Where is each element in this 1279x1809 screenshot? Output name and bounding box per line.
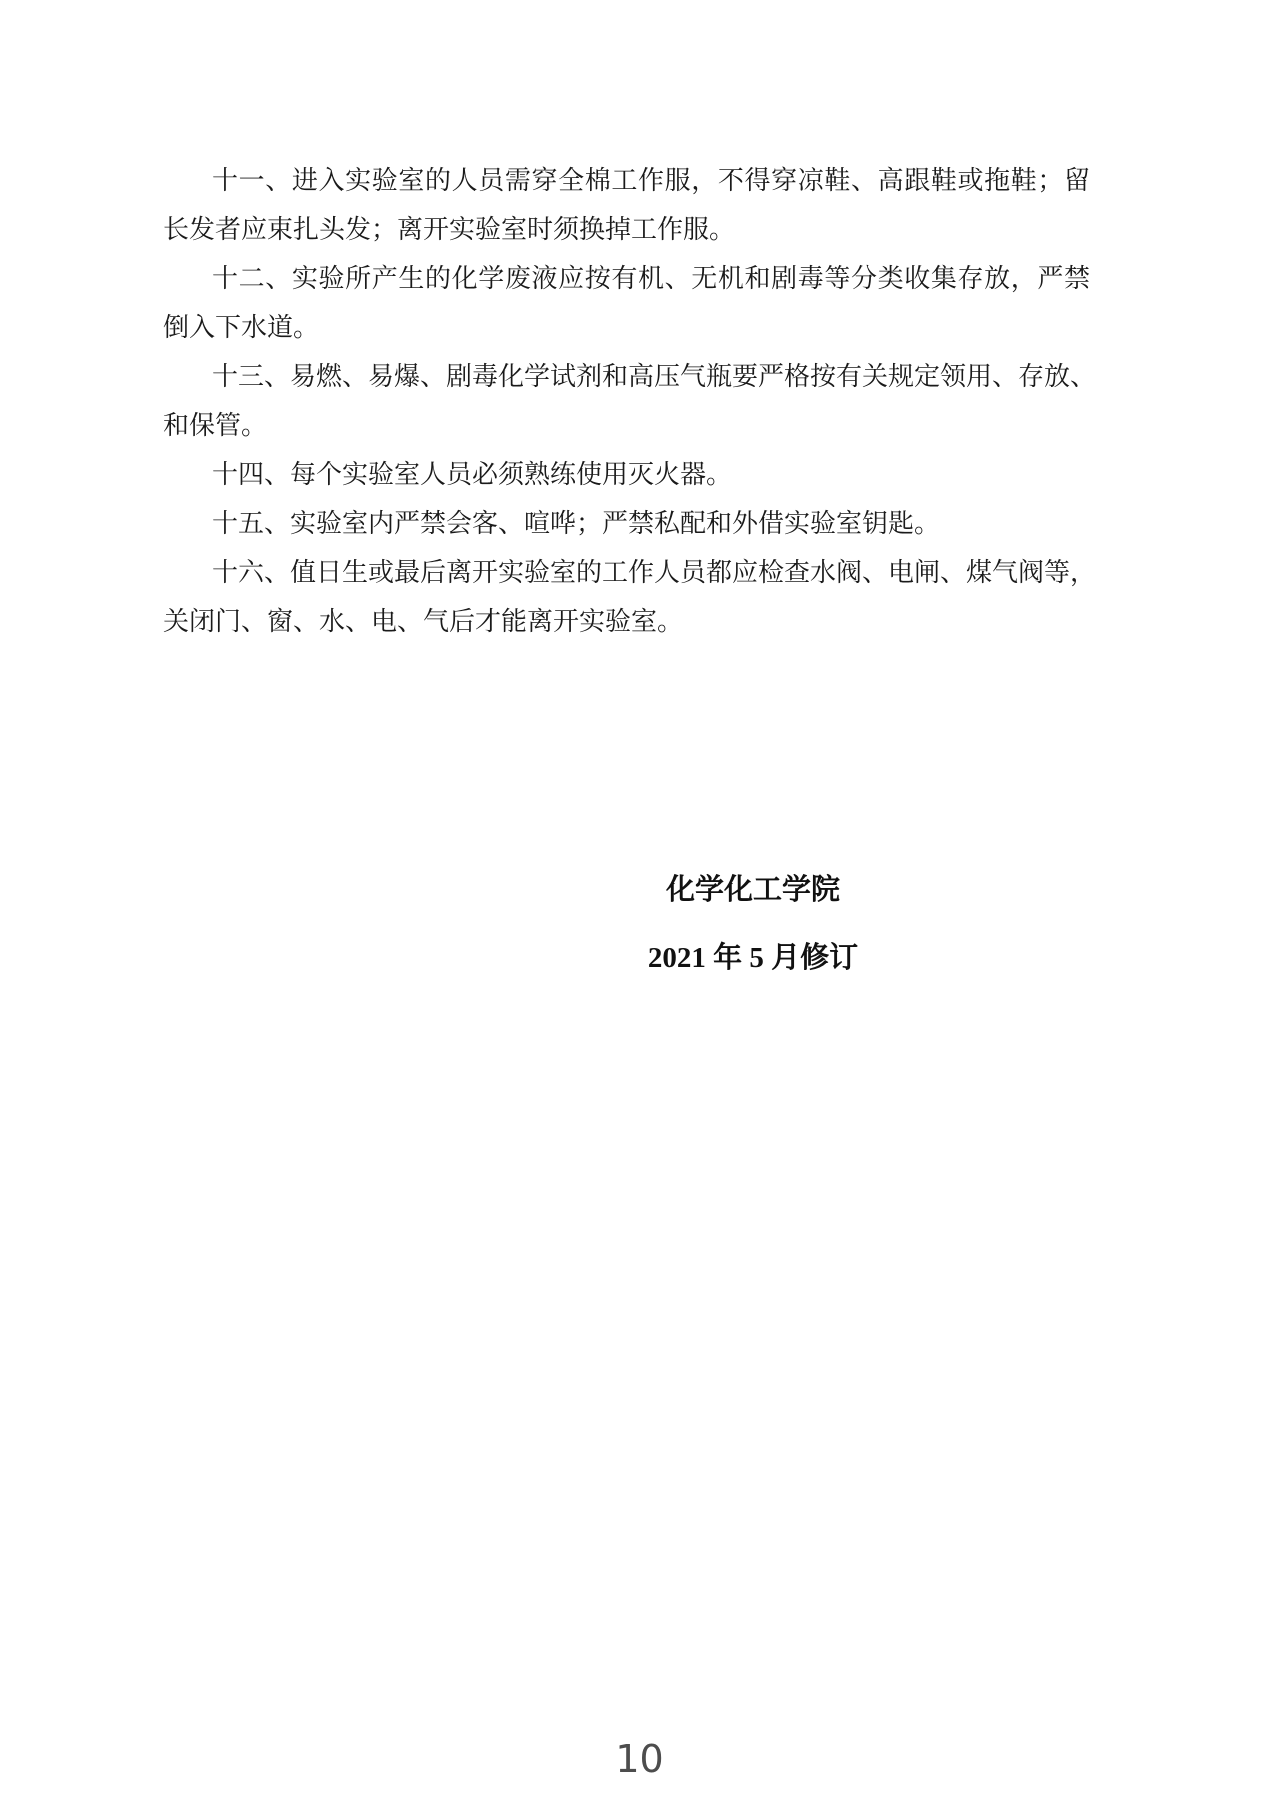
body-text	[163, 156, 1097, 646]
text-line: 十五、实验室内严禁会客、喧哗；严禁私配和外借实验室钥匙。	[212, 509, 941, 538]
signature-date: 2021 年 5 月修订	[647, 942, 859, 974]
paragraph	[163, 450, 1090, 499]
text-line: 十六、值日生或最后离开实验室的工作人员都应检查水阀、电闸、煤气阀等，	[212, 558, 1097, 587]
text-line: 十二、实验所产生的化学废液应按有机、无机和剧毒等分类收集存放，严禁	[212, 264, 1090, 293]
text-line: 关闭门、窗、水、电、气后才能离开实验室。	[163, 607, 684, 636]
paragraph	[163, 352, 1097, 450]
text-line: 倒入下水道。	[163, 313, 320, 342]
text-line: 十三、易燃、易爆、剧毒化学试剂和高压气瓶要严格按有关规定领用、存放、	[212, 362, 1097, 391]
paragraph	[163, 156, 1090, 254]
text-line: 长发者应束扎头发；离开实验室时须换掉工作服。	[163, 215, 736, 244]
page-number: 10	[615, 1737, 664, 1781]
paragraph	[163, 499, 1090, 548]
text-line: 十一、进入实验室的人员需穿全棉工作服，不得穿凉鞋、高跟鞋或拖鞋；留	[212, 166, 1090, 195]
paragraph	[163, 254, 1090, 352]
signature-organization: 化学化工学院	[665, 874, 840, 906]
paragraph	[163, 548, 1097, 646]
text-line: 和保管。	[163, 411, 268, 440]
text-line: 十四、每个实验室人员必须熟练使用灭火器。	[212, 460, 733, 489]
